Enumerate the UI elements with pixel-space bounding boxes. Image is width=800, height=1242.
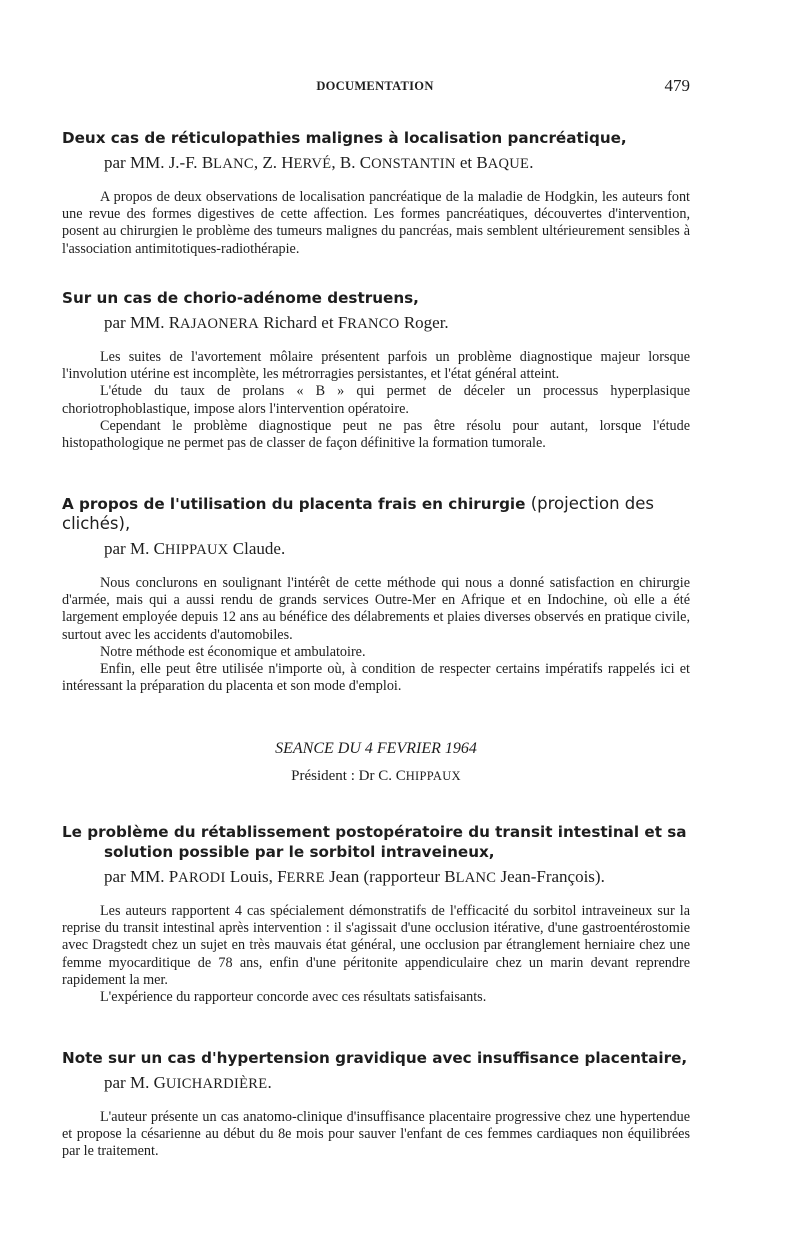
paragraph: L'étude du taux de prolans « B » qui permet de déceler un processus hyperplasique choriotrophoblastique, impose alors l'intervention opératoire. bbox=[62, 383, 690, 417]
authors-prefix: par M. bbox=[104, 1073, 154, 1092]
article-body bbox=[62, 575, 690, 695]
author-sep: , B. bbox=[331, 153, 360, 172]
author-surname: UICHARDIÈRE bbox=[165, 1076, 268, 1092]
author-surname: HIPPAUX bbox=[164, 542, 229, 558]
running-head-title: DOCUMENTATION bbox=[316, 79, 434, 93]
title-line: A propos de l'utilisation du placenta frais en chirurgie bbox=[62, 495, 526, 513]
session-title: SEANCE DU 4 FEVRIER 1964 bbox=[275, 740, 477, 757]
article-body bbox=[62, 349, 690, 452]
author-surname: LANC bbox=[213, 156, 254, 172]
authors-prefix: par MM. J.-F. bbox=[104, 153, 202, 172]
paragraph: Cependant le problème diagnostique peut ne pas être résolu pour autant, lorsque l'étude histopathologique ne permet pas de classer de façon définitive la formation tumorale. bbox=[62, 417, 690, 452]
title-note: (projection des clichés), bbox=[62, 494, 655, 533]
title-line: Sur un cas de chorio-adénome destruens, bbox=[62, 289, 419, 307]
article-authors bbox=[104, 1072, 690, 1095]
article-title bbox=[62, 494, 690, 534]
session-president bbox=[62, 768, 690, 785]
article-body bbox=[62, 1109, 690, 1161]
author-initial: G bbox=[153, 1073, 166, 1092]
president-initial: C bbox=[395, 768, 406, 784]
authors-prefix: par MM. bbox=[104, 313, 169, 332]
author-surname: LANC bbox=[455, 870, 497, 886]
author-sep: Jean-François). bbox=[496, 867, 605, 886]
author-sep: Claude. bbox=[228, 539, 286, 558]
title-line: Le problème du rétablissement postopératoire du transit intestinal et sa bbox=[62, 823, 687, 841]
session-block bbox=[62, 740, 690, 785]
article-body bbox=[62, 189, 690, 258]
author-surname: ERVÉ bbox=[293, 156, 332, 172]
paragraph: Enfin, elle peut être utilisée n'importe où, à condition de respecter certains impératifs rappelés ici et intéressant la préparation du placenta et son mode d'emploi. bbox=[62, 661, 690, 695]
authors-prefix: par M. bbox=[104, 539, 154, 558]
paragraph: Notre méthode est économique et ambulatoire. bbox=[100, 643, 366, 660]
author-sep: Jean (rapporteur bbox=[324, 867, 445, 886]
authors-prefix: par MM. bbox=[104, 867, 169, 886]
author-initial: F bbox=[277, 867, 287, 886]
title-line: Deux cas de réticulopathies malignes à localisation pancréatique, bbox=[62, 129, 627, 147]
author-surname: AJAONERA bbox=[180, 316, 259, 332]
article-title bbox=[62, 288, 690, 308]
title-line: Note sur un cas d'hypertension gravidique avec insuffisance placentaire, bbox=[62, 1049, 688, 1067]
author-sep: et bbox=[455, 153, 477, 172]
article-3 bbox=[62, 494, 690, 695]
author-surname: RANCO bbox=[347, 316, 400, 332]
article-2 bbox=[62, 288, 690, 452]
paragraph: L'auteur présente un cas anatomo-clinique d'insuffisance placentaire progressive chez une hypertendue et propose la césarienne au début du 8e mois pour sauver l'enfant de ces femmes cardiaques non équilibrées par le traitement. bbox=[62, 1109, 690, 1160]
article-title bbox=[62, 128, 690, 148]
article-title bbox=[62, 1048, 690, 1068]
author-surname: ERRE bbox=[286, 870, 325, 886]
article-authors bbox=[104, 152, 690, 175]
author-initial: C bbox=[359, 153, 372, 172]
author-sep: Louis, bbox=[225, 867, 278, 886]
author-initial: C bbox=[153, 539, 165, 558]
author-surname: AQUE bbox=[487, 156, 530, 172]
author-surname: ONSTANTIN bbox=[371, 156, 456, 172]
president-prefix: Président : Dr C. bbox=[291, 768, 396, 784]
page-number: 479 bbox=[664, 76, 690, 95]
running-head bbox=[60, 76, 690, 98]
president-surname: HIPPAUX bbox=[405, 769, 461, 783]
paragraph: A propos de deux observations de localisation pancréatique de la maladie de Hodgkin, les auteurs font une revue des formes digestives de cette affection. Les formes pancréatiques, découvertes d'intervention, posent au chirurgien le problème des tumeurs malignes du pancréas, mais semblent ultérieurement sensibles à l'association antimitotiques-radiothérapie. bbox=[62, 189, 690, 257]
author-sep: . bbox=[267, 1073, 272, 1092]
paragraph: Les suites de l'avortement môlaire présentent parfois un problème diagnostique majeur lorsque l'involution utérine est incomplète, les métrorragies persistantes, et l'état général atteint. bbox=[62, 349, 690, 383]
author-initial: R bbox=[168, 313, 181, 332]
paragraph: Nous conclurons en soulignant l'intérêt de cette méthode qui nous a donné satisfaction en chirurgie d'armée, mais qui a aussi rendu de grands services Outre-Mer en Afrique et en Indochine, où elle a été largement employée depuis 12 ans au bénéfice des délabrements et plaies diverses observés en pratique civile, surtout avec les accidents d'automobiles. bbox=[62, 575, 690, 643]
author-initial: F bbox=[337, 313, 348, 332]
author-initial: B bbox=[201, 153, 214, 172]
author-initial: B bbox=[476, 153, 488, 172]
article-authors bbox=[104, 312, 690, 335]
article-1 bbox=[62, 128, 690, 258]
article-authors bbox=[104, 866, 690, 889]
author-initial: P bbox=[168, 867, 179, 886]
author-initial: H bbox=[281, 153, 294, 172]
author-initial: B bbox=[444, 867, 456, 886]
paragraph: Les auteurs rapportent 4 cas spécialement démonstratifs de l'efficacité du sorbitol intraveineux sur la reprise du transit intestinal après intervention : il s'agissait d'une occlusion itérative, d'une gastroentérostomie avec Dragstedt chez un sujet en très mauvais état général, une occlusion par étranglement herniaire chez une femme myocarditique de 78 ans, enfin d'une péritonite appendiculaire chez un marin devant reprendre rapidement la mer. bbox=[62, 903, 690, 988]
article-4 bbox=[62, 822, 690, 1006]
article-5 bbox=[62, 1048, 690, 1161]
paragraph: L'expérience du rapporteur concorde avec ces résultats satisfaisants. bbox=[100, 989, 487, 1006]
author-sep: Richard et bbox=[258, 313, 338, 332]
author-sep: , Z. bbox=[253, 153, 282, 172]
article-title bbox=[62, 822, 690, 862]
article-body bbox=[62, 903, 690, 1006]
article-authors bbox=[104, 538, 690, 561]
author-sep: Roger. bbox=[399, 313, 449, 332]
title-line: solution possible par le sorbitol intraveineux, bbox=[104, 843, 495, 861]
author-surname: ARODI bbox=[178, 870, 226, 886]
author-sep: . bbox=[529, 153, 534, 172]
